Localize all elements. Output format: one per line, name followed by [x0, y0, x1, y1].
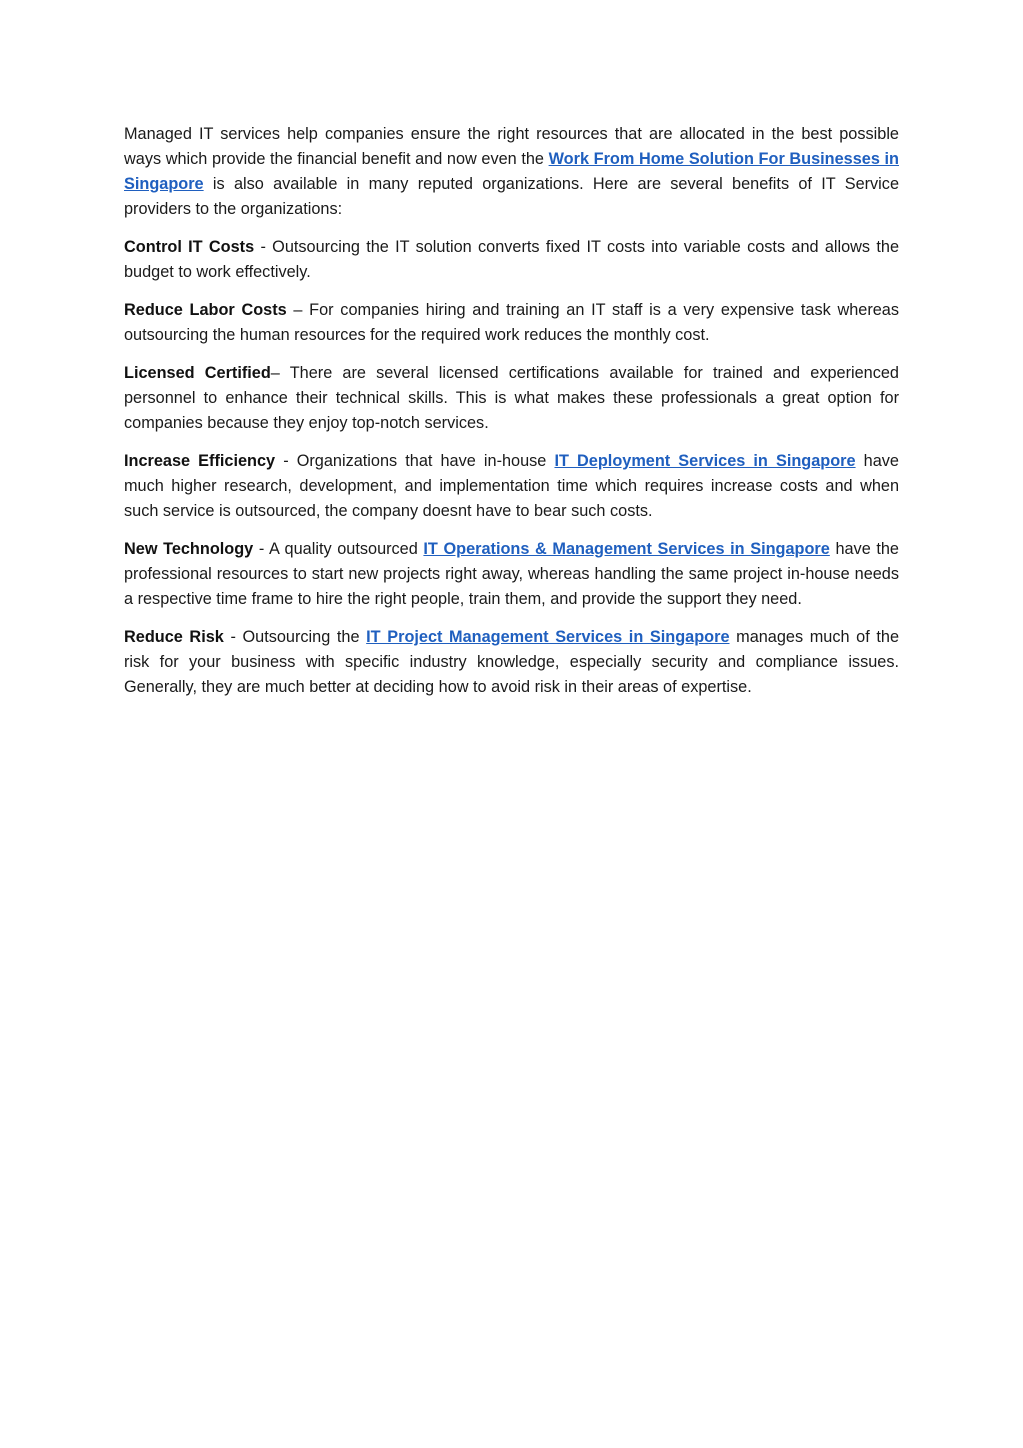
- benefit-control-it-costs: [124, 235, 899, 285]
- benefit-text: - Outsourcing the IT solution converts fixed IT costs into variable costs and allows the budget to work effectively.: [124, 238, 899, 281]
- benefit-text-after: have the professional resources to start new projects right away, whereas handling the same project in-house needs a respective time frame to hire the right people, train them, and provide the support they need.: [124, 540, 899, 608]
- benefit-text-before: - A quality outsourced: [253, 540, 424, 558]
- it-operations-management-link[interactable]: IT Operations & Management Services in Singapore: [423, 540, 830, 558]
- benefit-title: Reduce Labor Costs: [124, 301, 287, 319]
- benefit-title: New Technology: [124, 540, 254, 558]
- benefit-licensed-certified: [124, 361, 899, 436]
- intro-text-after: is also available in many reputed organizations. Here are several benefits of IT Service providers to the organizations:: [124, 175, 899, 218]
- benefit-text-before: - Outsourcing the: [223, 628, 367, 646]
- benefit-text-after: manages much of the risk for your business with specific industry knowledge, especially security and compliance issues. Generally, they are much better at deciding how to avoid risk in their areas of expertise.: [124, 628, 899, 696]
- benefit-title: Increase Efficiency: [124, 452, 276, 470]
- it-project-management-link[interactable]: IT Project Management Services in Singapore: [366, 628, 730, 646]
- benefit-text: – For companies hiring and training an IT staff is a very expensive task whereas outsourcing the human resources for the required work reduces the monthly cost.: [124, 301, 899, 344]
- benefit-increase-efficiency: [124, 449, 899, 524]
- benefit-reduce-risk: [124, 625, 899, 700]
- document-page: [124, 122, 899, 713]
- intro-paragraph: [124, 122, 899, 222]
- intro-text-before: Managed IT services help companies ensure the right resources that are allocated in the best possible ways which provide the financial benefit and now even the: [124, 125, 899, 168]
- benefit-text-before: - Organizations that have in-house: [275, 452, 555, 470]
- benefit-new-technology: [124, 537, 899, 612]
- benefit-text: – There are several licensed certifications available for trained and experienced personnel to enhance their technical skills. This is what makes these professionals a great option for companies because they enjoy top-notch services.: [124, 364, 899, 432]
- benefit-text-after: have much higher research, development, and implementation time which requires increase costs and when such service is outsourced, the company doesnt have to bear such costs.: [124, 452, 899, 520]
- benefit-title: Control IT Costs: [124, 238, 255, 256]
- it-deployment-services-link[interactable]: IT Deployment Services in Singapore: [554, 452, 856, 470]
- benefit-title: Reduce Risk: [124, 628, 224, 646]
- benefit-reduce-labor-costs: [124, 298, 899, 348]
- benefit-title: Licensed Certified: [124, 364, 271, 382]
- work-from-home-link[interactable]: Work From Home Solution For Businesses in Singapore: [124, 150, 899, 193]
